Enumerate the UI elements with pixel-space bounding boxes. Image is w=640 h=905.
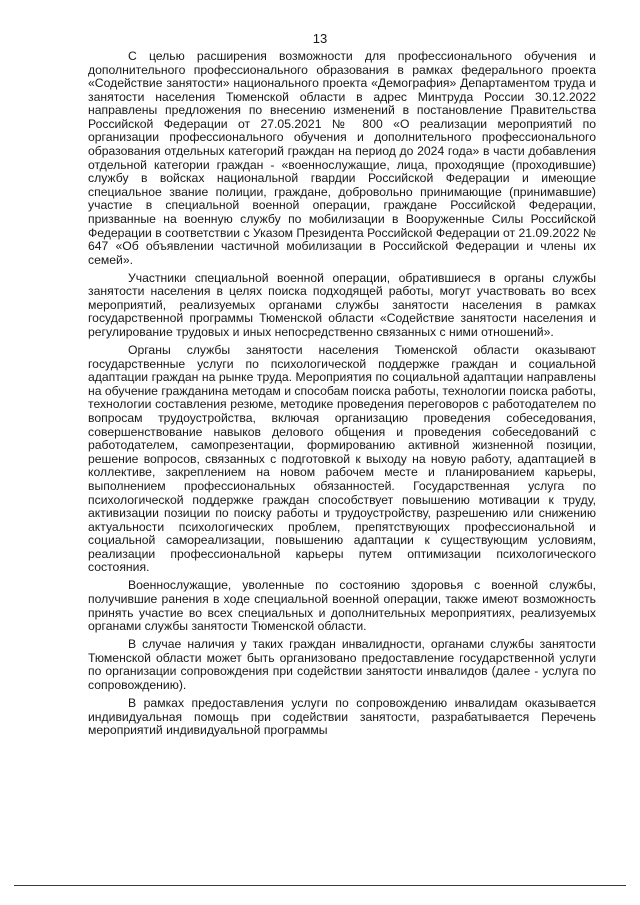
- page-number: 13: [312, 31, 328, 46]
- paragraph-individual-program: В рамках предоставления услуги по сопровождению инвалидам оказывается индивидуальная помощь при содействии занятости, разрабатывается Перечень мероприятий индивидуальной программы: [88, 696, 596, 738]
- document-body: [88, 50, 596, 742]
- paragraph-svo-participants: Участники специальной военной операции, обратившиеся в органы службы занятости населения в целях поиска подходящей работы, могут участвовать во всех мероприятий, реализуемых органами службы занятости населения в рамках государственной программы Тюменской области «Содействие занятости населения и регулирование трудовых и иных непосредственно связанных с ними отношений».: [88, 270, 596, 340]
- paragraph-psychological-support: Органы службы занятости населения Тюменской области оказывают государственные услуги по психологической поддержке граждан и социальной адаптации граждан на рынке труда. Мероприятия по социальной адаптации направлены на обучение гражданина методам и способам поиска работы, технологии поиска работы, технологии составления резюме, методике проведения переговоров с работодателем по вопросам трудоустройства, включая организацию проведения собеседования, совершенствование навыков делового общения и проведения собеседований с работодателем, самопрезентации, формированию активной жизненной позиции, решение вопросов, связанных с подготовкой к выходу на новую работу, адаптацией в коллективе, закреплением на новом рабочем месте и планированием карьеры, выполнением профессиональных обязанностей. Государственная услуга по психологической поддержке граждан способствует повышению мотивации к труду, активизации позиции по поиску работы и трудоустройству, разрешению или снижению актуальности психологических проблем, препятствующих профессиональной и социальной самореализации, повышению адаптации к существующим условиям, реализации профессиональной карьеры путем оптимизации психологического состояния.: [88, 343, 596, 575]
- paragraph-disability-support: В случае наличия у таких граждан инвалидности, органами службы занятости Тюменской области может быть организовано предоставление государственной услуги по организации сопровождения при содействии занятости инвалидов (далее - услуга по сопровождению).: [88, 637, 596, 693]
- bottom-divider: [14, 885, 626, 886]
- paragraph-discharged-servicemen: Военнослужащие, уволенные по состоянию здоровья с военной службы, получившие ранения в ходе специальной военной операции, также имеют возможность принять участие во всех специальных и дополнительных мероприятиях, реализуемых органами службы занятости Тюменской области.: [88, 578, 596, 634]
- paragraph-professional-training: С целью расширения возможности для профессионального обучения и дополнительного профессионального образования в рамках федерального проекта «Содействие занятости» национального проекта «Демография» Департаментом труда и занятости населения Тюменской области в адрес Минтруда России 30.12.2022 направлены предложения по внесению изменений в постановление Правительства Российской Федерации от 27.05.2021 № 800 «О реализации мероприятий по организации профессионального обучения и дополнительного профессионального образования отдельных категорий граждан на период до 2024 года» в части добавления отдельной категории граждан - «военнослужащие, лица, проходящие (проходившие) службу в войсках национальной гвардии Российской Федерации и имеющие специальное звание полиции, граждане, добровольно принимающие (принимавшие) участие в специальной военной операции, граждане Российской Федерации, призванные на военную службу по мобилизации в Вооруженные Силы Российской Федерации в соответствии с Указом Президента Российской Федерации от 21.09.2022 № 647 «Об объявлении частичной мобилизации в Российской Федерации и члены их семей».: [88, 49, 596, 267]
